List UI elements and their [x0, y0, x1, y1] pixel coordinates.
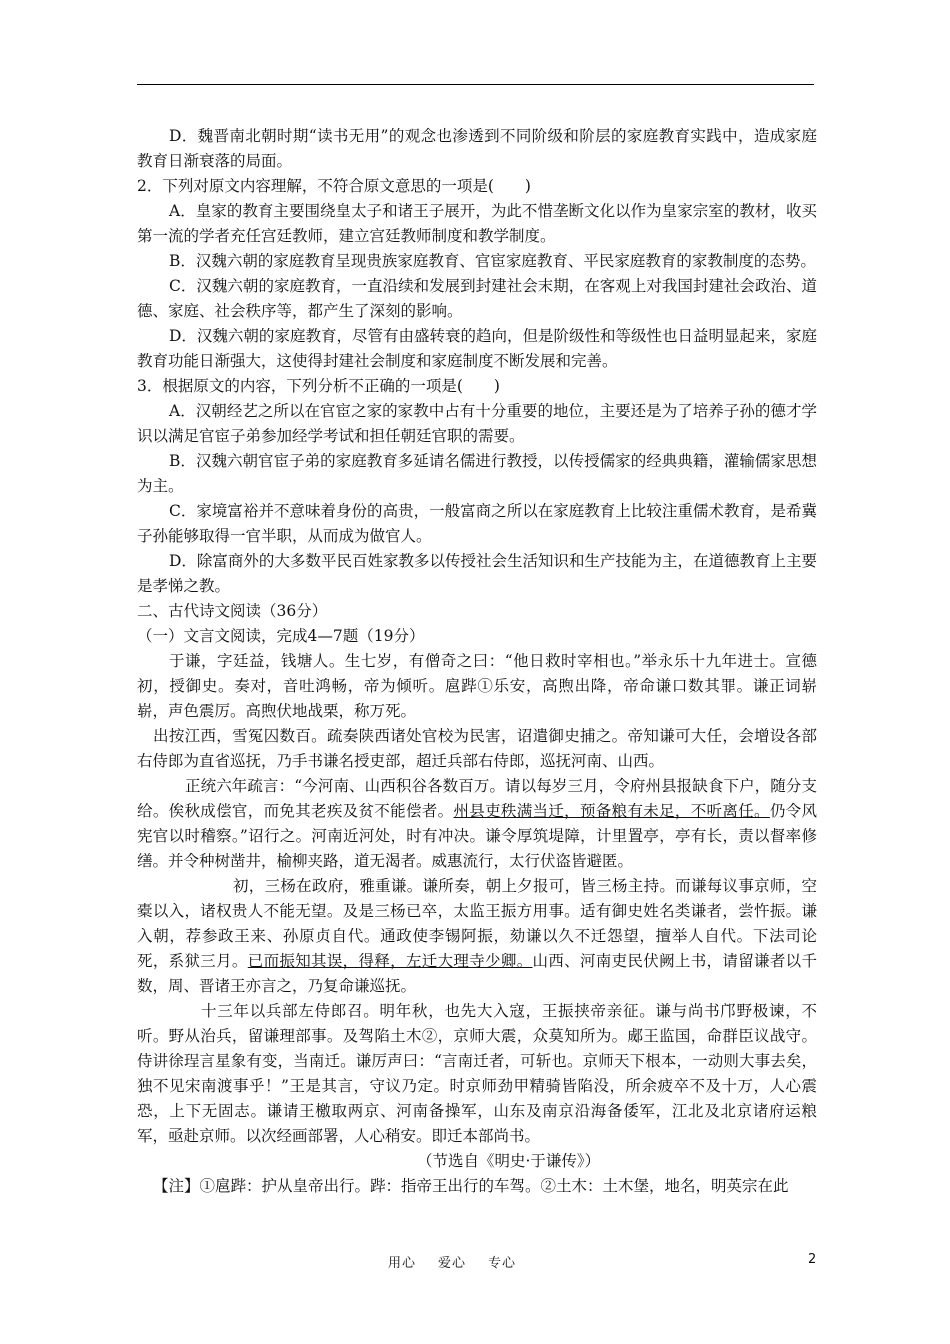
option-3a: A．汉朝经艺之所以在官宦之家的家教中占有十分重要的地位，主要还是为了培养子孙的德才学识以满足官宦子弟参加经学考试和担任朝廷官职的需要。: [137, 402, 817, 445]
section-heading: 二、古代诗文阅读（36分）: [137, 602, 328, 620]
option-2d: D．汉魏六朝的家庭教育，尽管有由盛转衰的趋向，但是阶级性和等级性也日益明显起来，家庭教育功能日渐强大，这使得封建社会制度和家庭制度不断发展和完善。: [137, 327, 817, 370]
option-2a: A．皇家的教育主要围绕皇太子和诸王子展开，为此不惜垄断文化以作为皇家宗室的教材，收买第一流的学者充任宫廷教师，建立宫廷教师制度和教学制度。: [137, 202, 817, 245]
footer-motto: 用心 爱心 专心: [388, 1256, 517, 1271]
question-2: 2．下列对原文内容理解，不符合原文意思的一项是( ): [137, 177, 531, 195]
option-3c: C．家境富裕并不意味着身份的高贵，一般富商之所以在家庭教育上比较注重儒术教育，是希冀子孙能够取得一官半职，从而成为做官人。: [137, 502, 817, 545]
option-3d: D．除富商外的大多数平民百姓家教多以传授社会生活知识和生产技能为主，在道德教育上主要是孝悌之教。: [137, 552, 817, 595]
option-3b: B．汉魏六朝官宦子弟的家庭教育多延请名儒进行教授，以传授儒家的经典典籍，灌输儒家思想为主。: [137, 452, 817, 495]
option-1d: D．魏晋南北朝时期“读书无用”的观念也渗透到不同阶级和阶层的家庭教育实践中，造成家庭教育日渐衰落的局面。: [137, 127, 817, 170]
subsection-heading: （一）文言文阅读，完成4—7题（19分）: [137, 627, 425, 645]
source-citation: （节选自《明史·于谦传》）: [417, 1152, 601, 1170]
option-2c: C．汉魏六朝的家庭教育，一直沿续和发展到封建社会末期，在客观上对我国封建社会政治、道德、家庭、社会秩序等，都产生了深刻的影响。: [137, 277, 817, 320]
underlined-sentence-2: 已而振知其误，得释，左迁大理寺少卿。: [247, 952, 533, 970]
passage-paragraph-1: 于谦，字廷益，钱塘人。生七岁，有僧奇之曰：“他日救时宰相也。”举永乐十九年进士。宣德初，授御史。奏对，音吐鸿畅，帝为倾听。扈跸①乐安，高煦出降，帝命谦口数其罪。谦正词崭崭，声色震厉。高煦伏地战栗，称万死。: [137, 652, 817, 720]
passage-paragraph-2: 出按江西，雪冤囚数百。疏奏陕西诸处官校为民害，诏遣御史捕之。帝知谦可大任，会增设各部右侍郎为直省巡抚，乃手书谦名授吏部，超迁兵部右侍郎，巡抚河南、山西。: [137, 727, 817, 770]
annotation-note: 【注】①扈跸：护从皇帝出行。跸：指帝王出行的车驾。②土木：土木堡，地名，明英宗在此: [153, 1177, 789, 1195]
option-2b: B．汉魏六朝的家庭教育呈现贵族家庭教育、官宦家庭教育、平民家庭教育的家教制度的态势。: [169, 252, 816, 270]
passage-paragraph-5: 十三年以兵部左侍郎召。明年秋，也先大入寇，王振挟帝亲征。谦与尚书邝野极谏，不听。野从治兵，留谦理部事。及驾陷土木②，京师大震，众莫知所为。郕王监国，命群臣议战守。侍讲徐珵言星象有变，当南迁。谦厉声曰：“言南迁者，可斩也。京师天下根本，一动则大事去矣，独不见宋南渡事乎！”王是其言，守议乃定。时京师劲甲精骑皆陷没，所余疲卒不及十万，人心震恐，上下无固志。谦请王檄取两京、河南备操军，山东及南京沿海备倭军，江北及北京诸府运粮军，亟赴京师。以次经画部署，人心稍安。即迁本部尚书。: [137, 1002, 817, 1145]
passage-paragraph-3: 正统六年疏言：“今河南、山西积谷各数百万。请以每岁三月，令府州县报缺食下户，随分支给。俟秋成偿官，而免其老疾及贫不能偿者。州县吏秩满当迁，预备粮有未足，不听离任。仍令风宪官以时稽察。”诏行之。河南近河处，时有冲决。谦令厚筑堤障，计里置亭，亭有长，责以督率修缮。并令种树凿井，榆柳夹路，道无渴者。威惠流行，太行伏盗皆避匿。: [137, 777, 817, 870]
header-rule: [137, 84, 814, 85]
underlined-sentence-1: 州县吏秩满当迁，预备粮有未足，不听离任。: [453, 802, 770, 820]
page-number: 2: [808, 1252, 817, 1267]
document-body: [137, 124, 817, 1199]
question-3: 3．根据原文的内容，下列分析不正确的一项是( ): [137, 377, 500, 395]
passage-paragraph-4: 初，三杨在政府，雅重谦。谦所奏，朝上夕报可，皆三杨主持。而谦每议事京师，空橐以入，诸权贵人不能无望。及是三杨已卒，太监王振方用事。适有御史姓名类谦者，尝忤振。谦入朝，荐参政王来、孙原贞自代。通政使李锡阿振，劾谦以久不迁怨望，擅举人自代。下法司论死，系狱三月。已而振知其误，得释，左迁大理寺少卿。山西、河南吏民伏阙上书，请留谦者以千数，周、晋诸王亦言之，乃复命谦巡抚。: [137, 877, 817, 995]
